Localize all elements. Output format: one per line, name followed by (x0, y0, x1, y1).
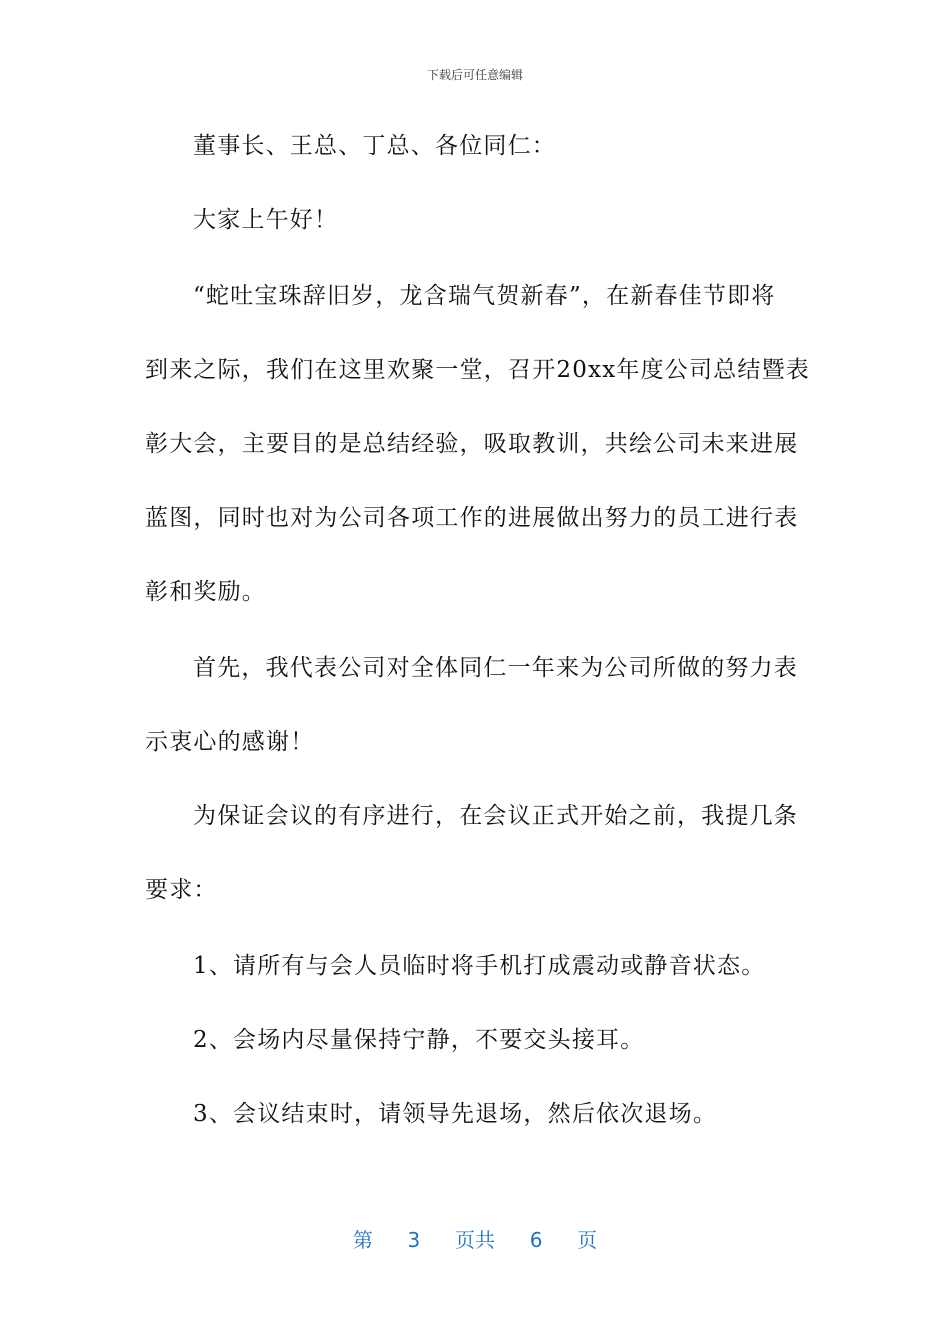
paragraph-line: 蓝图，同时也对为公司各项工作的进展做出努力的员工进行表 (145, 505, 799, 531)
greeting-line: 大家上午好！ (193, 207, 339, 233)
footer-suffix: 页 (577, 1228, 598, 1252)
paragraph-line: 为保证会议的有序进行，在会议正式开始之前，我提几条 (193, 803, 798, 829)
list-item: 2、会场内尽量保持宁静，不要交头接耳。 (193, 1027, 645, 1053)
page-number-footer (0, 1224, 950, 1253)
footer-prefix: 第 (352, 1228, 373, 1252)
paragraph-line: “蛇吐宝珠辞旧岁，龙含瑞气贺新春”，在新春佳节即将 (193, 283, 776, 309)
paragraph-line: 要求： (145, 877, 218, 903)
paragraph-line: 首先，我代表公司对全体同仁一年来为公司所做的努力表 (193, 655, 798, 681)
header-note: 下载后可任意编辑 (426, 68, 523, 82)
paragraph-line: 示衷心的感谢！ (145, 729, 315, 755)
paragraph-line: 彰和奖励。 (145, 579, 266, 605)
footer-total-pages: 6 (529, 1228, 543, 1252)
footer-current-page: 3 (407, 1228, 421, 1252)
salutation-line: 董事长、王总、丁总、各位同仁： (193, 133, 556, 159)
paragraph-line: 到来之际，我们在这里欢聚一堂，召开20xx年度公司总结暨表 (145, 357, 811, 383)
footer-middle: 页共 (455, 1228, 495, 1252)
list-item: 3、会议结束时，请领导先退场，然后依次退场。 (193, 1101, 718, 1127)
paragraph-line: 彰大会，主要目的是总结经验，吸取教训，共绘公司未来进展 (145, 431, 799, 457)
list-item: 1、请所有与会人员临时将手机打成震动或静音状态。 (193, 953, 766, 979)
